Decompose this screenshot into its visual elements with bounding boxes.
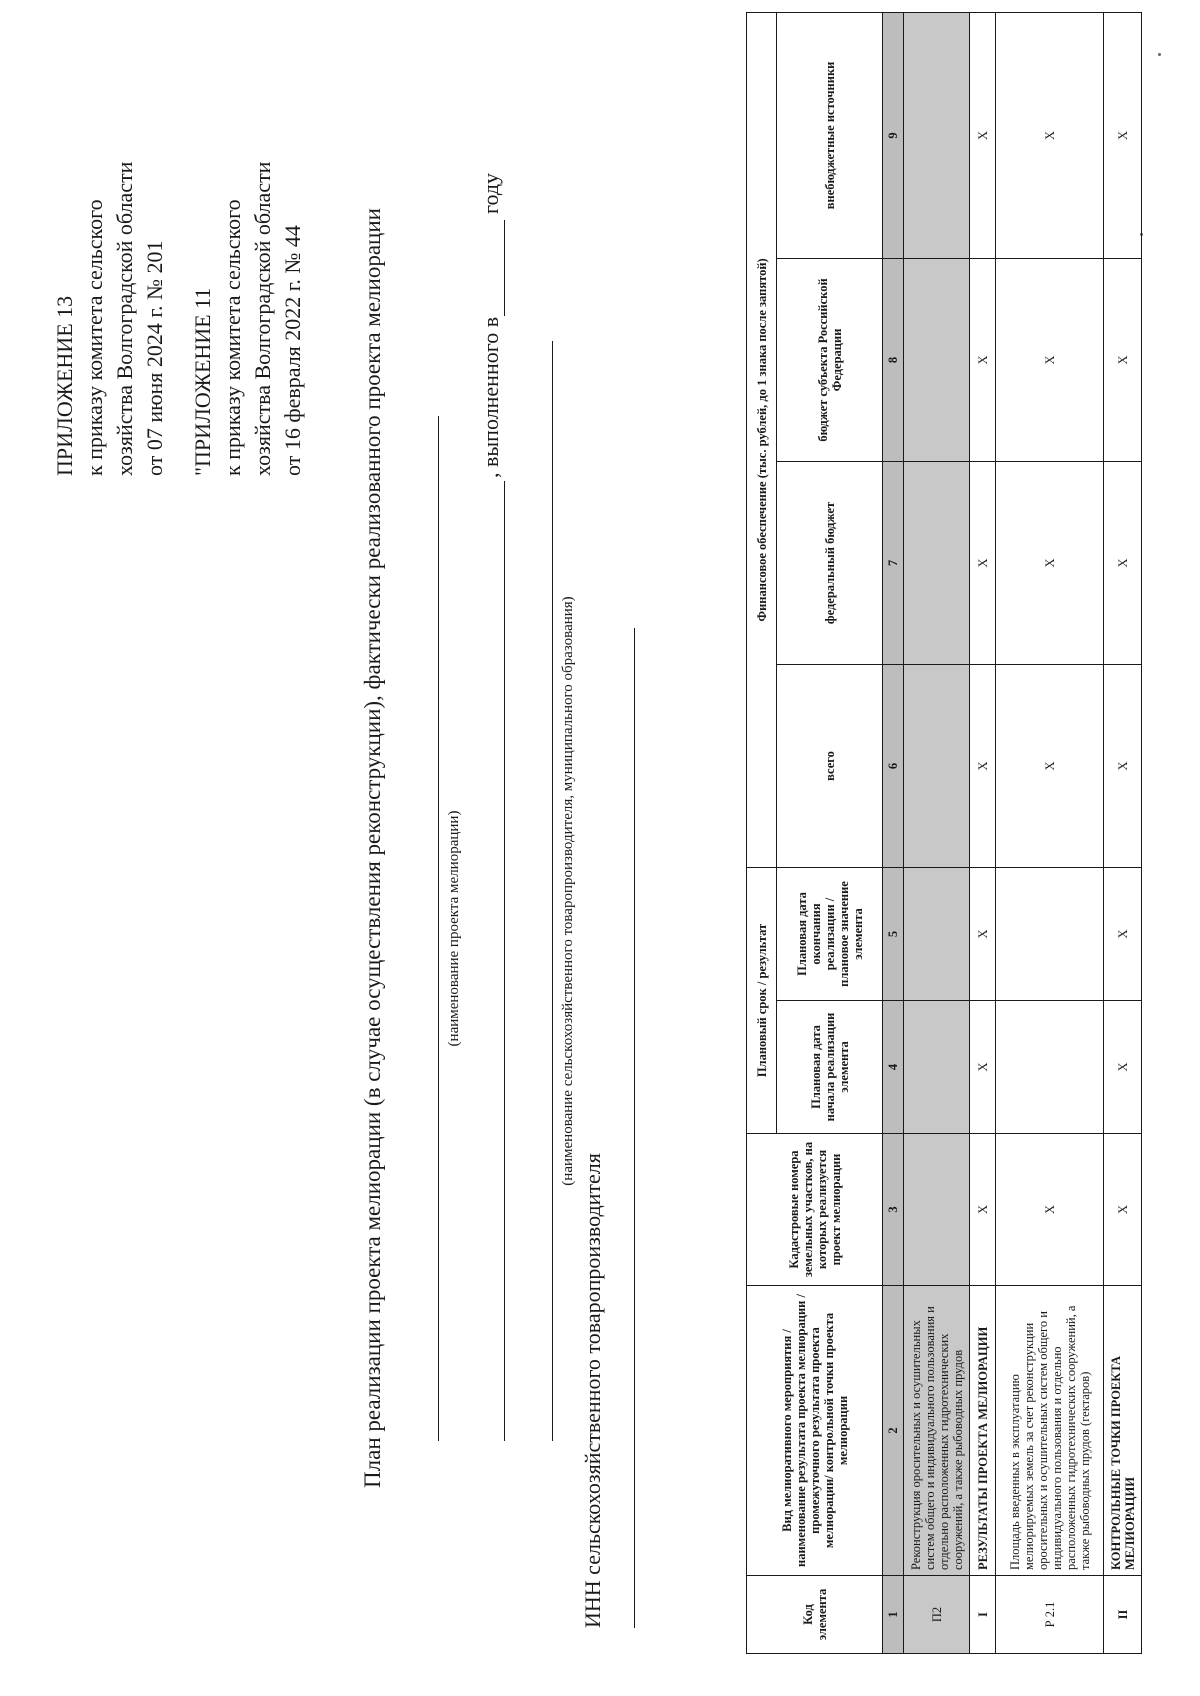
year-blank [504,220,505,316]
header-kind: Вид мелиоративного мероприятия / наименование результата проекта мелиорации /промежуточного результата проекта мелиорации/ контрольной точки проекта мелиорации [747,1286,883,1576]
annex-new-line2: хозяйства Волгоградской области [112,161,137,476]
column-number: 6 [883,664,904,867]
row-name: Реконструкция оросительных и осушительных систем общего и индивидуального пользования и отдельно расположенных гидротехнических сооружений, а также рыбоводных прудов [904,1286,970,1576]
row-regional: Х [996,258,1104,461]
row-total: Х [996,664,1104,867]
column-number: 8 [883,258,904,461]
column-number: 7 [883,461,904,664]
row-name: РЕЗУЛЬТАТЫ ПРОЕКТА МЕЛИОРАЦИИ [970,1286,996,1576]
header-regional: бюджет субъекта Российской Федерации [777,258,883,461]
column-number-row [883,12,904,1653]
row-offbudget: Х [970,12,996,258]
header-total: всего [777,664,883,867]
row-federal [904,461,970,664]
annex-new-line3: от 07 июня 2024 г. № 201 [142,240,167,476]
row-start [904,1001,970,1134]
document-title: План реализации проекта мелиорации (в случае осуществления реконструкции), фактически реализованного проекта мелиорации [360,208,385,1488]
row-cadastral: Х [970,1134,996,1286]
annex-old-title: "ПРИЛОЖЕНИЕ 11 [190,287,215,476]
header-term-group: Плановый срок / результат [747,867,777,1133]
row-code: П2 [904,1576,970,1654]
row-regional: Х [1104,258,1142,461]
column-number: 2 [883,1286,904,1576]
row-code: I [970,1576,996,1654]
row-federal: Х [970,461,996,664]
row-end: Х [970,867,996,1000]
header-federal: федеральный бюджет [777,461,883,664]
row-regional: Х [970,258,996,461]
annex-old-line1: к приказу комитета сельского [220,199,245,476]
annex-new-line1: к приказу комитета сельского [82,199,107,476]
row-name: КОНТРОЛЬНЫЕ ТОЧКИ ПРОЕКТА МЕЛИОРАЦИИ [1104,1286,1142,1576]
annex-old-line2: хозяйства Волгоградской области [250,161,275,476]
header-cadastral: Кадастровые номера земельных участков, на которых реализуется проект мелиорации [747,1134,883,1286]
header-end-date: Плановая дата окончания реализации / плановое значение элемента [777,867,883,1000]
column-number: 9 [883,12,904,258]
row-offbudget [904,12,970,258]
header-finance-group: Финансовое обеспечение (тыс. рублей, до 1 знака после запятой) [747,12,777,867]
column-number: 5 [883,867,904,1000]
row-total [904,664,970,867]
row-federal: Х [996,461,1104,664]
table-row [904,12,970,1653]
column-number: 1 [883,1576,904,1654]
producer-name-caption: (наименование сельскохозяйственного товаропроизводителя, муниципального образования) [560,596,576,1186]
row-federal: Х [1104,461,1142,664]
row-end [996,867,1104,1000]
header-code: Код элемента [747,1576,883,1654]
annex-header-new [50,162,308,476]
row-start: Х [1104,1001,1142,1134]
row-offbudget: Х [1104,12,1142,258]
table-row [970,12,996,1653]
inn-value-line [634,628,635,1628]
project-name-line [438,416,439,1441]
annex-old-line3: от 16 февраля 2022 г. № 44 [280,225,305,476]
row-name: Площадь введенных в эксплуатацию мелиорируемых земель за счет реконструкции оросительных и осушительных систем общего и индивидуального пользования и отдельно расположенных гидротехнических сооружений, а также рыбоводных прудов (гектаров) [996,1286,1104,1576]
row-total: Х [970,664,996,867]
row-total: Х [1104,664,1142,867]
table-row [996,12,1104,1653]
column-number: 3 [883,1134,904,1286]
row-code: Р 2.1 [996,1576,1104,1654]
header-offbudget: внебюджетные источники [777,12,883,258]
row-end: Х [1104,867,1142,1000]
completed-in-text: , выполненного в [478,316,503,478]
row-cadastral: Х [1104,1134,1142,1286]
row-cadastral: Х [996,1134,1104,1286]
annex-new-title: ПРИЛОЖЕНИЕ 13 [52,295,77,476]
year-word: году [478,172,503,214]
project-name-caption: (наименование проекта мелиорации) [446,810,462,1047]
row-code: II [1104,1576,1142,1654]
row-start [996,1001,1104,1134]
row-offbudget: Х [996,12,1104,258]
table-row [1104,12,1142,1653]
project-name-line-2 [504,481,505,1441]
row-end [904,867,970,1000]
scan-speck [1158,53,1161,56]
row-cadastral [904,1134,970,1286]
inn-label: ИНН сельскохозяйственного товаропроизводителя [580,1153,605,1628]
plan-table [746,12,1142,1654]
producer-name-line [552,341,553,1441]
row-start: Х [970,1001,996,1134]
header-start-date: Плановая дата начала реализации элемента [777,1001,883,1134]
column-number: 4 [883,1001,904,1134]
row-regional [904,258,970,461]
